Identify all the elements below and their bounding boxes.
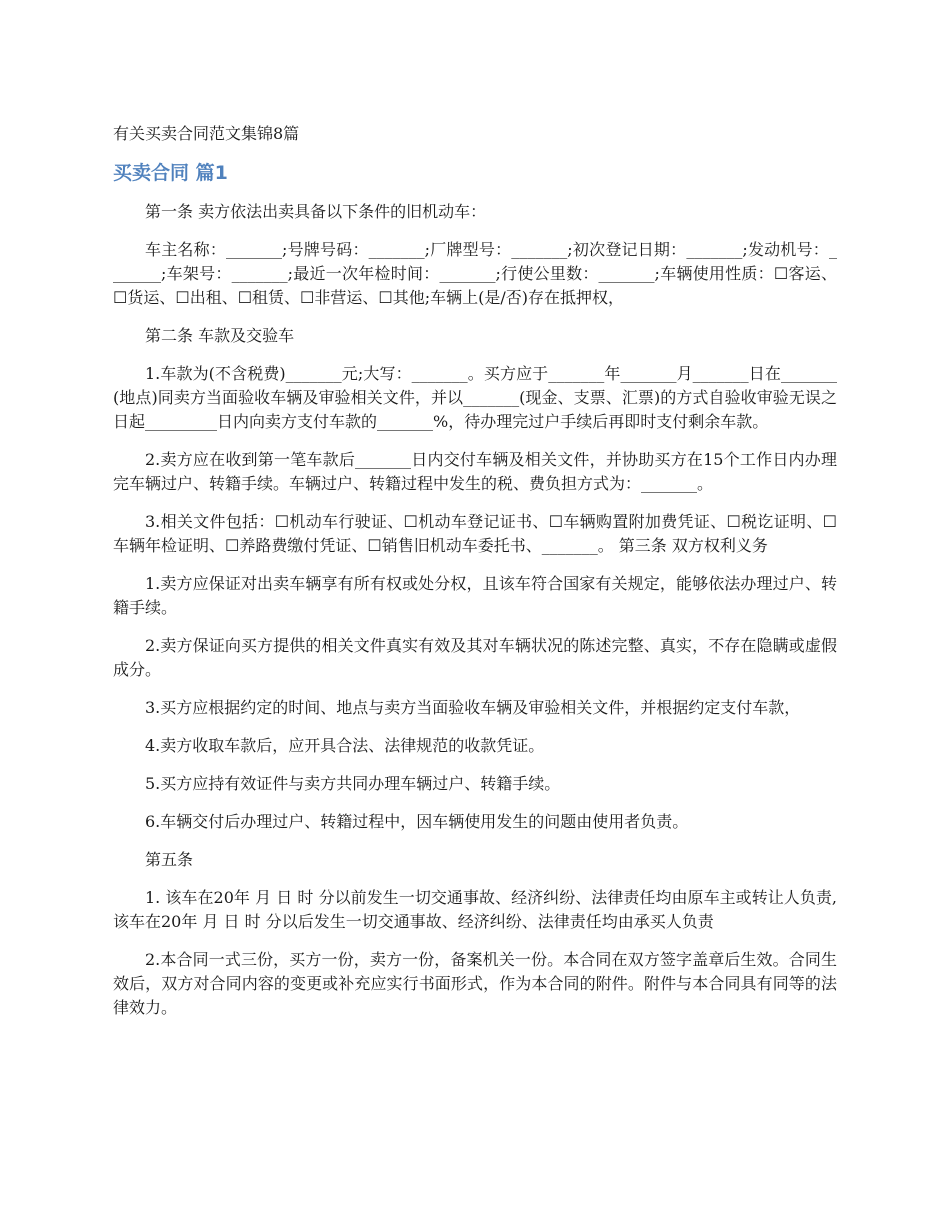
- paragraph-delivery: 2.卖方应在收到第一笔车款后_______日内交付车辆及相关文件，并协助买方在15个工作日内办理完车辆过户、转籍手续。车辆过户、转籍过程中发生的税、费负担方式为：_______。: [113, 450, 837, 493]
- paragraph-copies: 2.本合同一式三份，买方一份，卖方一份，备案机关一份。本合同在双方签字盖章后生效。合同生效后，双方对合同内容的变更或补充应实行书面形式，作为本合同的附件。附件与本合同具有同等的法律效力。: [113, 950, 837, 1017]
- paragraph-liability-date: 1. 该车在20年 月 日 时 分以前发生一切交通事故、经济纠纷、法律责任均由原车主或转让人负责, 该车在20年 月 日 时 分以后发生一切交通事故、经济纠纷、法律责任均由承买人负责: [113, 888, 837, 931]
- paragraph-transfer: 5.买方应持有效证件与卖方共同办理车辆过户、转籍手续。: [145, 774, 561, 793]
- paragraph-responsibility: 6.车辆交付后办理过户、转籍过程中，因车辆使用发生的问题由使用者负责。: [145, 812, 689, 831]
- paragraph-article-5: 第五条: [145, 850, 194, 869]
- paragraph-seller-guarantee: 2.卖方保证向买方提供的相关文件真实有效及其对车辆状况的陈述完整、真实，不存在隐瞒或虚假成分。: [113, 636, 837, 679]
- document-page: [113, 122, 837, 1034]
- paragraph-article-2: 第二条 车款及交验车: [145, 326, 295, 345]
- document-title: 有关买卖合同范文集锦8篇: [113, 124, 300, 143]
- section-heading: 买卖合同 篇1: [113, 162, 228, 184]
- paragraph-article-1: 第一条 卖方依法出卖具备以下条件的旧机动车：: [145, 202, 487, 221]
- paragraph-payment: 1.车款为(不含税费)_______元;大写：_______。买方应于_______年_______月_______日在_______(地点)同卖方当面验收车辆及审验相关文件，并以_______(现金、支票、汇票)的方式自验收审验无误之日起_________日内向卖方支付车款的_______%，待办理完过户手续后再即时支付剩余车款。: [113, 364, 837, 431]
- paragraph-receipt: 4.卖方收取车款后，应开具合法、法律规范的收款凭证。: [145, 736, 545, 755]
- paragraph-seller-ownership: 1.卖方应保证对出卖车辆享有所有权或处分权，且该车符合国家有关规定，能够依法办理过户、转籍手续。: [113, 574, 837, 617]
- paragraph-documents: 3.相关文件包括：☐机动车行驶证、☐机动车登记证书、☐车辆购置附加费凭证、☐税讫证明、☐车辆年检证明、☐养路费缴付凭证、☐销售旧机动车委托书、_______。 第三条 双方权利义务: [113, 512, 837, 555]
- paragraph-vehicle-info: 车主名称：_______;号牌号码：_______;厂牌型号：_______;初次登记日期：_______;发动机号：_______;车架号：_______;最近一次年检时间：_______;行使公里数：_______;车辆使用性质：☐客运、☐货运、☐出租、☐租赁、☐非营运、☐其他;车辆上(是/否)存在抵押权，: [113, 240, 837, 307]
- paragraph-buyer-inspection: 3.买方应根据约定的时间、地点与卖方当面验收车辆及审验相关文件，并根据约定支付车款，: [145, 698, 801, 717]
